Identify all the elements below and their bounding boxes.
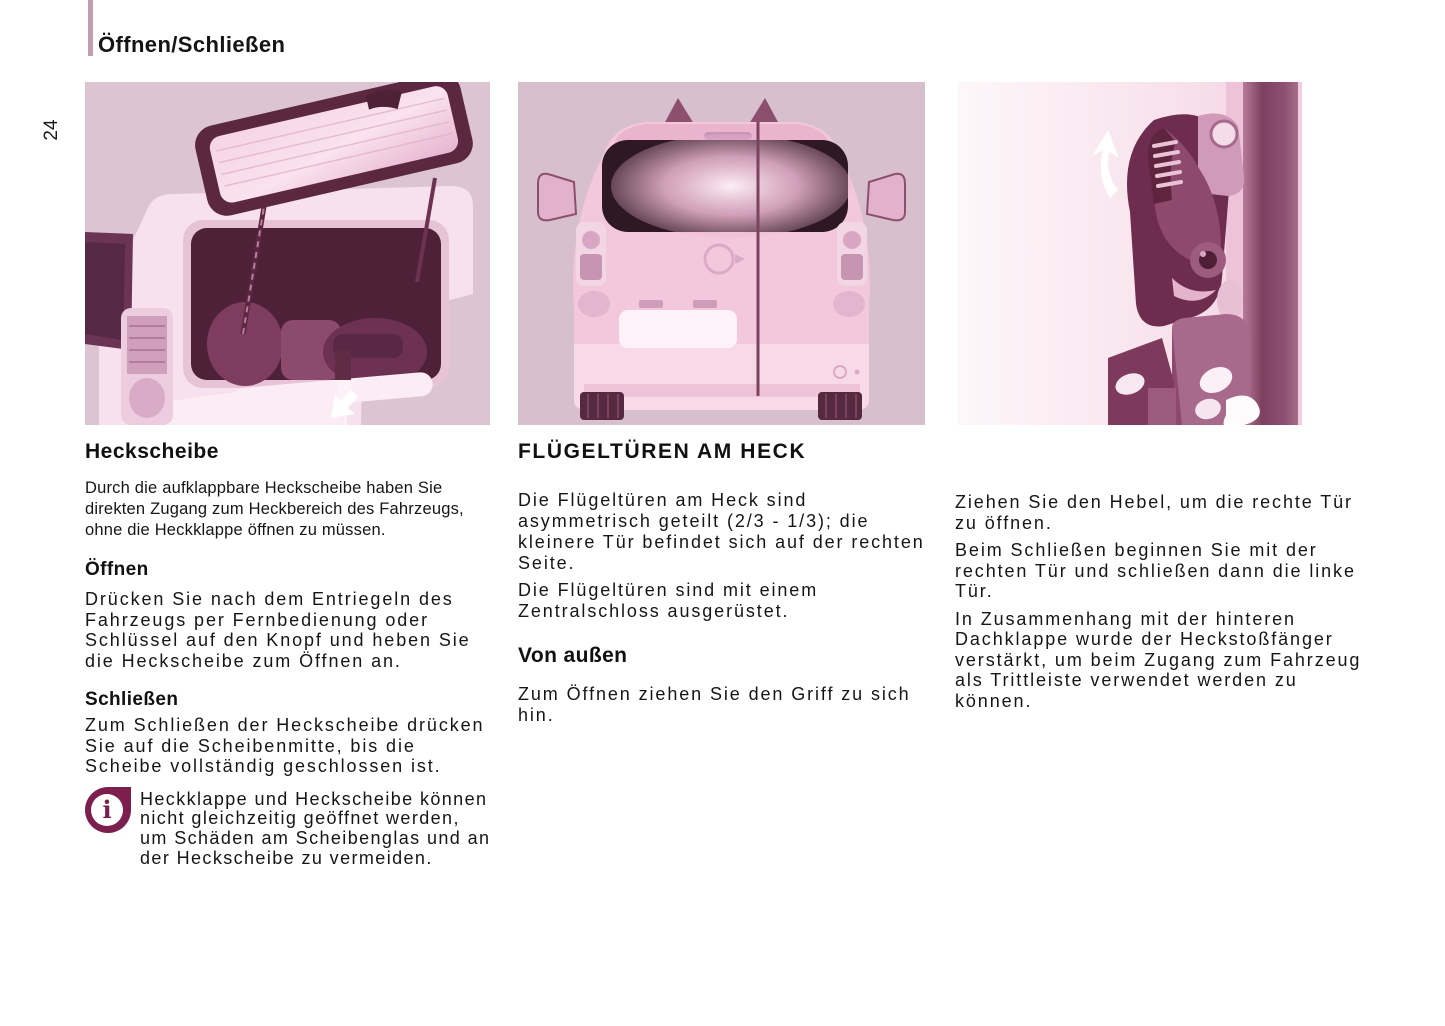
section-lever-instructions	[955, 438, 1367, 711]
rear-doors-illustration	[518, 82, 925, 425]
outside-text: Zum Öffnen ziehen Sie den Griff zu sich hin.	[518, 684, 911, 725]
figure-door-lever	[958, 82, 1302, 425]
figure-rear-doors	[518, 82, 925, 425]
fluegeltueren-para2: Die Flügeltüren sind mit einem Zentralschloss ausgerüstet.	[518, 580, 819, 621]
page-title: Öffnen/Schließen	[98, 32, 286, 57]
rear-window-open-illustration	[85, 82, 490, 425]
lever-para3: In Zusammenhang mit der hinteren Dachklappe wurde der Heckstoßfänger verstärkt, um beim Zugang zum Fahrzeug als Trittleiste verwendet werden zu können.	[955, 608, 1362, 711]
page-number: 24	[41, 119, 62, 141]
fluegeltueren-heading: FLÜGELTÜREN AM HECK	[518, 440, 807, 463]
section-fluegeltueren	[518, 438, 933, 726]
lever-para1: Ziehen Sie den Hebel, um die rechte Tür zu öffnen.	[955, 492, 1353, 533]
figure-rear-window-open	[85, 82, 490, 425]
info-icon	[85, 787, 131, 833]
info-icon-glyph: i	[91, 794, 123, 826]
fluegeltueren-para1: Die Flügeltüren am Heck sind asymmetrisch geteilt (2/3 - 1/3); die kleinere Tür befindet sich auf der rechten Seite.	[518, 490, 925, 573]
door-lever-illustration	[958, 82, 1302, 425]
open-text: Drücken Sie nach dem Entriegeln des Fahrzeugs per Fernbedienung oder Schlüssel auf den Knopf und heben Sie die Heckscheibe zum Öffnen an.	[85, 589, 471, 671]
header-accent-bar	[88, 0, 93, 56]
section-heckscheibe	[85, 438, 497, 869]
heckscheibe-heading: Heckscheibe	[85, 440, 219, 463]
outside-subheading: Von außen	[518, 644, 628, 667]
close-text: Zum Schließen der Heckscheibe drücken Sie auf die Scheibenmitte, bis die Scheibe vollständig geschlossen ist.	[85, 715, 485, 776]
heckscheibe-intro: Durch die aufklappbare Heckscheibe haben Sie direkten Zugang zum Heckbereich des Fahrzeugs, ohne die Heckklappe öffnen zu müssen.	[85, 479, 464, 539]
open-subheading: Öffnen	[85, 559, 149, 580]
info-note-text: Heckklappe und Heckscheibe können nicht gleichzeitig geöffnet werden, um Schäden am Scheibenglas und an der Heckscheibe zu vermeiden.	[140, 788, 491, 868]
close-subheading: Schließen	[85, 689, 179, 710]
info-note	[85, 787, 497, 869]
lever-para2: Beim Schließen beginnen Sie mit der rechten Tür und schließen dann die linke Tür.	[955, 540, 1356, 601]
